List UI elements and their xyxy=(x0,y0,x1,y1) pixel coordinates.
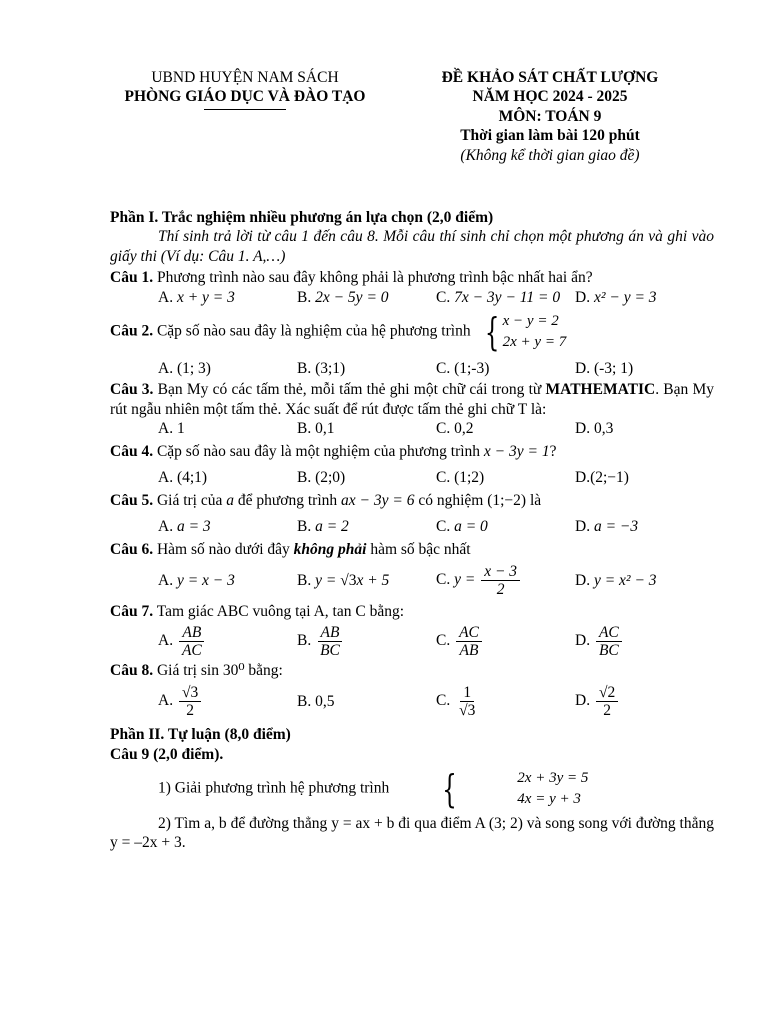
question-4: Câu 4. Cặp số nào sau đây là một nghiệm của phương trình x − 3y = 1? xyxy=(110,443,557,461)
question-label: Câu 5. xyxy=(110,492,154,510)
option-b: B. 0,1 xyxy=(297,420,335,437)
options-row xyxy=(110,288,714,307)
question-7: Câu 7. Tam giác ABC vuông tại A, tan C bằng: xyxy=(110,603,405,621)
question-label: Câu 4. xyxy=(110,443,154,461)
header-underline xyxy=(204,109,286,110)
duration: Thời gian làm bài 120 phút xyxy=(460,127,640,145)
duration-note: (Không kể thời gian giao đề) xyxy=(460,146,640,164)
options-row xyxy=(110,624,714,659)
option-d: D. $\frac{AC}{BC}$ xyxy=(575,624,624,659)
option-b: B. a = 2 xyxy=(297,517,349,535)
option-b: B. 2x − 5y = 0 xyxy=(297,288,389,306)
option-b: B. (2;0) xyxy=(297,468,346,486)
question-label: Câu 8. xyxy=(110,661,154,679)
question-9-part-1: 1) Giải phương trình hệ phương trình { 2x + 3y = 5 4x = y + 3 xyxy=(158,767,589,812)
option-c: C. y = $\frac{x - 3}{2}$ xyxy=(436,563,575,598)
option-c: C. $\frac{AC}{AB}$ xyxy=(436,624,575,659)
option-d: D.(2;−1) xyxy=(575,468,629,486)
question-9-title: Câu 9 (2,0 điểm). xyxy=(110,745,224,763)
option-c: C. 0,2 xyxy=(436,420,474,437)
option-d: D. $\frac{√2}{2}$ xyxy=(575,684,620,719)
option-d: D. 0,3 xyxy=(575,420,614,437)
question-5: Câu 5. Giá trị của a để phương trình ax − 3y = 6 có nghiệm (1;−2) là xyxy=(110,492,542,510)
option-d: D. (-3; 1) xyxy=(575,359,634,377)
header-right xyxy=(410,68,690,165)
option-b: B. 0,5 xyxy=(297,693,335,711)
brace-icon: { xyxy=(442,767,457,812)
option-a: A. 1 xyxy=(158,420,185,437)
question-label: Câu 6. xyxy=(110,540,154,558)
options-row xyxy=(110,517,714,536)
option-a: A. y = x − 3 xyxy=(158,572,235,590)
option-d: D. y = x² − 3 xyxy=(575,572,657,590)
question-8: Câu 8. Giá trị sin 30⁰ bằng: xyxy=(110,661,283,679)
subject: MÔN: TOÁN 9 xyxy=(498,107,602,125)
option-c: C. (1;2) xyxy=(436,468,485,486)
options-row xyxy=(110,468,714,487)
option-a: A. (1; 3) xyxy=(158,359,211,377)
option-c: C. a = 0 xyxy=(436,517,488,535)
equation-system: { 2x + 3y = 5 4x = y + 3 xyxy=(399,768,588,810)
option-d: D. a = −3 xyxy=(575,517,639,535)
question-text: Phương trình nào sau đây không phải là phương trình bậc nhất hai ẩn? xyxy=(156,269,593,287)
authority-name: UBND HUYỆN NAM SÁCH xyxy=(151,69,339,86)
question-1 xyxy=(110,268,714,287)
keyword: MATHEMATIC xyxy=(545,381,656,399)
options-row xyxy=(110,359,714,378)
option-b: B. y = √3x + 5 xyxy=(297,572,390,590)
equation-system: { x − y = 2 2x + y = 7 xyxy=(485,309,567,354)
question-6: Câu 6. Hàm số nào dưới đây không phải hàm số bậc nhất xyxy=(110,540,471,558)
header-left xyxy=(100,68,390,110)
department-name: PHÒNG GIÁO DỤC VÀ ĐÀO TẠO xyxy=(124,88,366,106)
question-label: Câu 7. xyxy=(110,603,154,621)
option-a: A. a = 3 xyxy=(158,517,211,535)
option-c: C. (1;-3) xyxy=(436,359,490,377)
option-a: A. $\frac{√3}{2}$ xyxy=(158,684,297,719)
question-label: Câu 1. xyxy=(110,269,154,287)
question-text: Cặp số nào sau đây là nghiệm của hệ phương trình xyxy=(156,322,471,340)
options-row xyxy=(110,419,714,438)
option-d: D. x² − y = 3 xyxy=(575,288,657,306)
options-row xyxy=(110,563,714,598)
option-b: B. $\frac{AB}{BC}$ xyxy=(297,624,436,659)
option-c: C. $\frac{1}{√3}$ xyxy=(436,684,476,720)
school-year: NĂM HỌC 2024 - 2025 xyxy=(472,88,628,106)
option-a: A. (4;1) xyxy=(158,468,208,486)
question-label: Câu 3. xyxy=(110,381,154,399)
exam-title: ĐỀ KHẢO SÁT CHẤT LƯỢNG xyxy=(441,69,659,86)
part1-instruction: Thí sinh trả lời từ câu 1 đến câu 8. Mỗi câu thí sinh chỉ chọn một phương án và ghi vào giấy thi (Ví dụ: Câu 1. A,…) xyxy=(110,228,714,265)
emphasis: không phải xyxy=(293,540,367,558)
brace-icon: { xyxy=(485,309,500,354)
option-c: C. 7x − 3y − 11 = 0 xyxy=(436,288,561,306)
option-a: A. $\frac{AB}{AC}$ xyxy=(158,624,297,659)
question-9-part-2: 2) Tìm a, b để đường thẳng y = ax + b đi qua điểm A (3; 2) và song song với đường thẳng y = –2x + 3. xyxy=(110,815,714,852)
part1-title: Phần I. Trắc nghiệm nhiều phương án lựa chọn (2,0 điểm) xyxy=(110,209,494,226)
question-2 xyxy=(110,311,714,353)
option-b: B. (3;1) xyxy=(297,359,346,377)
option-a: A. x + y = 3 xyxy=(158,288,235,306)
options-row xyxy=(110,684,714,719)
exam-content xyxy=(110,208,714,853)
part2-title: Phần II. Tự luận (8,0 điểm) xyxy=(110,726,291,744)
question-3: Câu 3. Bạn My có các tấm thẻ, mỗi tấm thẻ ghi một chữ cái trong từ MATHEMATIC. Bạn My rút ngẫu nhiên một tấm thẻ. Xác suất để rút được tấm thẻ ghi chữ T là: xyxy=(110,381,715,418)
question-label: Câu 2. xyxy=(110,322,154,340)
